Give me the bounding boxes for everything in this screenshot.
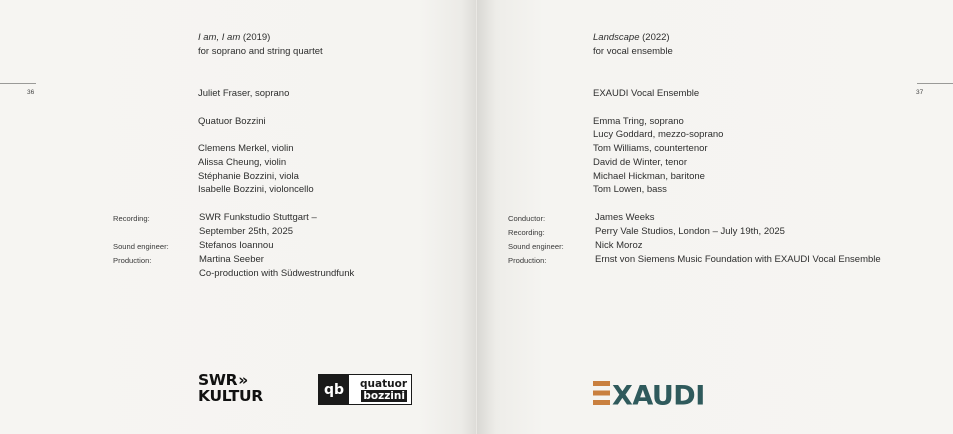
right-member: Emma Tring, soprano [593, 116, 684, 127]
left-recording-value-2: September 25th, 2025 [199, 226, 294, 237]
right-member: Tom Lowen, bass [593, 184, 667, 195]
right-recording-label: Recording: [508, 228, 545, 237]
left-work-heading [198, 31, 270, 45]
exaudi-logo-text: XAUDI [612, 380, 705, 406]
left-ensemble: Quatuor Bozzini [198, 116, 266, 127]
quatuor-bozzini-logo [318, 374, 412, 405]
right-work-subtitle: for vocal ensemble [593, 46, 673, 57]
swr-arrows-icon: » [238, 371, 249, 389]
right-production-label: Production: [508, 256, 547, 265]
left-production-label: Production: [113, 256, 152, 265]
right-conductor-value: James Weeks [595, 212, 655, 223]
left-engineer-value: Stefanos Ioannou [199, 240, 274, 251]
swr-kultur-logo [198, 372, 263, 404]
left-recording-label: Recording: [113, 214, 150, 223]
right-member: David de Winter, tenor [593, 157, 687, 168]
left-member: Isabelle Bozzini, violoncello [198, 184, 314, 195]
left-coproduction: Co-production with Südwestrundfunk [199, 268, 355, 279]
right-member: Lucy Goddard, mezzo-soprano [593, 129, 724, 140]
left-member: Stéphanie Bozzini, viola [198, 171, 299, 182]
right-engineer-value: Nick Moroz [595, 240, 643, 251]
left-page-rule [0, 83, 36, 84]
qb-logo-line2: bozzini [363, 389, 405, 402]
right-work-year: (2022) [639, 32, 670, 43]
right-work-title: Landscape [593, 32, 640, 43]
right-recording-value: Perry Vale Studios, London – July 19th, 2025 [595, 226, 785, 237]
right-page-rule [917, 83, 953, 84]
left-work-subtitle: for soprano and string quartet [198, 46, 323, 57]
left-soloist: Juliet Fraser, soprano [198, 88, 290, 99]
left-member: Alissa Cheung, violin [198, 157, 287, 168]
exaudi-logo [593, 380, 715, 406]
qb-mark-icon: qb [319, 375, 349, 404]
left-production-value: Martina Seeber [199, 254, 264, 265]
right-production-value: Ernst von Siemens Music Foundation with EXAUDI Vocal Ensemble [595, 254, 881, 265]
left-page-number: 36 [27, 89, 35, 96]
left-engineer-label: Sound engineer: [113, 242, 169, 251]
right-engineer-label: Sound engineer: [508, 242, 564, 251]
exaudi-e-bars-icon [593, 381, 610, 405]
right-work-heading [593, 31, 670, 45]
right-conductor-label: Conductor: [508, 214, 546, 223]
kultur-logo-text: KULTUR [198, 387, 263, 405]
left-work-year: (2019) [240, 32, 271, 43]
right-page [477, 0, 953, 434]
left-member: Clemens Merkel, violin [198, 143, 294, 154]
right-ensemble: EXAUDI Vocal Ensemble [593, 88, 700, 99]
right-member: Tom Williams, countertenor [593, 143, 708, 154]
left-recording-value-1: SWR Funkstudio Stuttgart – [199, 212, 317, 223]
right-page-number: 37 [916, 89, 924, 96]
right-member: Michael Hickman, baritone [593, 171, 705, 182]
left-page [0, 0, 476, 434]
qb-logo-line1: quatuor [360, 377, 407, 390]
swr-logo-text: SWR [198, 371, 238, 389]
left-work-title: I am, I am [198, 32, 241, 43]
